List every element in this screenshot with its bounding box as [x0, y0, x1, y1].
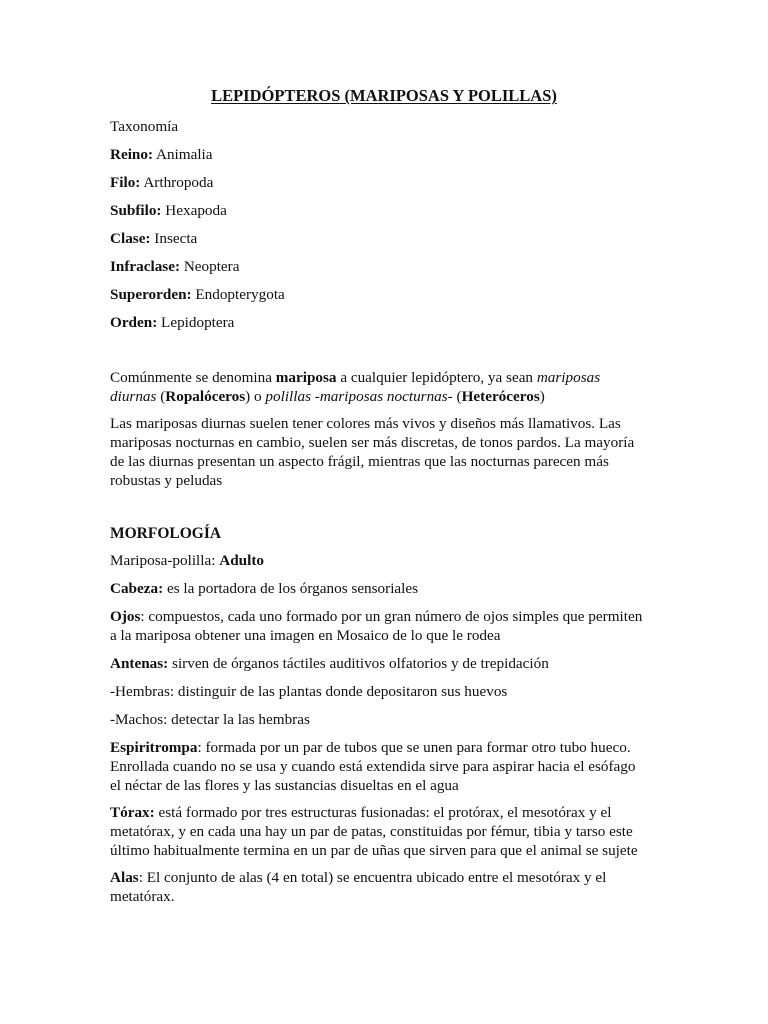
- taxonomy-rank: Orden:: [110, 314, 158, 331]
- torax-line-3: último habitualmente termina en un par de uñas que sirven para que el animal se sujete: [110, 842, 638, 859]
- paragraph-line: mariposas nocturnas en cambio, suelen ser más discretas, de tonos pardos. La mayoría: [110, 434, 635, 451]
- taxonomy-value: Animalia: [156, 146, 213, 163]
- machos-line: -Machos: detectar la las hembras: [110, 711, 310, 728]
- espiritrompa-line-3: el néctar de las flores y las sustancias disueltas en el agua: [110, 777, 459, 794]
- taxonomy-row-orden: [110, 313, 234, 332]
- paragraph-line: de las diurnas presentan un aspecto frágil, mientras que las nocturnas parecen más: [110, 453, 609, 470]
- term-cabeza: Cabeza:: [110, 580, 164, 597]
- taxonomy-rank: Infraclase:: [110, 258, 181, 275]
- paragraph-line: robustas y peludas: [110, 472, 223, 489]
- taxonomy-value: Hexapoda: [165, 202, 227, 219]
- espiritrompa-line-1: [110, 738, 631, 757]
- taxonomy-row-clase: [110, 229, 197, 248]
- taxonomy-row-reino: [110, 145, 213, 164]
- term-torax: Tórax:: [110, 804, 155, 821]
- intro-term-heteroceros: Heteróceros: [461, 388, 540, 405]
- torax-line-1: [110, 803, 611, 822]
- adult-term: Adulto: [219, 552, 264, 569]
- adult-prefix: Mariposa-polilla:: [110, 552, 220, 569]
- taxonomy-value: Arthropoda: [143, 174, 214, 191]
- intro-line-2: [110, 387, 545, 406]
- taxonomy-value: Insecta: [154, 230, 198, 247]
- intro-text: a cualquier lepidóptero, ya sean: [336, 369, 537, 386]
- ojos-text: : compuestos, cada uno formado por un gran número de ojos simples que permiten: [140, 608, 643, 625]
- taxonomy-value: Neoptera: [183, 258, 240, 275]
- espiritrompa-line-2: Enrollada cuando no se usa y cuando está extendida sirve para aspirar hacia el esófago: [110, 758, 636, 775]
- torax-line-2: metatórax, y en cada una hay un par de patas, constituidas por fémur, tibia y tarso este: [110, 823, 633, 840]
- term-antenas: Antenas:: [110, 655, 169, 672]
- taxonomy-row-filo: [110, 173, 213, 192]
- alas-text: : El conjunto de alas (4 en total) se encuentra ubicado entre el mesotórax y el: [138, 869, 607, 886]
- adult-line: [110, 551, 264, 570]
- taxonomy-rank: Clase:: [110, 230, 151, 247]
- taxonomy-rank: Subfilo:: [110, 202, 162, 219]
- intro-term-polillas: polillas -mariposas nocturnas-: [265, 388, 453, 405]
- cabeza-text: es la portadora de los órganos sensoriales: [163, 580, 419, 597]
- intro-text: (: [452, 388, 462, 405]
- taxonomy-rank: Superorden:: [110, 286, 192, 303]
- taxonomy-rank: Filo:: [110, 174, 141, 191]
- taxonomy-row-superorden: [110, 285, 285, 304]
- taxonomy-value: Lepidoptera: [161, 314, 235, 331]
- taxonomy-value: Endopterygota: [195, 286, 285, 303]
- taxonomy-row-subfilo: [110, 201, 227, 220]
- term-ojos: Ojos: [110, 608, 141, 625]
- ojos-line-2: a la mariposa obtener una imagen en Mosaico de lo que le rodea: [110, 627, 501, 644]
- intro-text: ): [539, 388, 545, 405]
- hembras-line: -Hembras: distinguir de las plantas donde depositaron sus huevos: [110, 683, 508, 700]
- intro-line-1: [110, 368, 600, 387]
- intro-term-mariposas: mariposas: [536, 369, 601, 386]
- torax-text: está formado por tres estructuras fusionadas: el protórax, el mesotórax y el: [154, 804, 612, 821]
- intro-text: Comúnmente se denomina: [110, 369, 276, 386]
- intro-text: (: [156, 388, 166, 405]
- espiritrompa-text: : formada por un par de tubos que se unen para formar otro tubo hueco.: [197, 739, 631, 756]
- intro-text: ) o: [245, 388, 266, 405]
- alas-line-2: metatórax.: [110, 888, 175, 905]
- antenas-text: sirven de órganos táctiles auditivos olfatorios y de trepidación: [168, 655, 549, 672]
- term-alas: Alas: [110, 869, 139, 886]
- paragraph-line: Las mariposas diurnas suelen tener colores más vivos y diseños más llamativos. Las: [110, 415, 621, 432]
- antenas-line: [110, 654, 549, 673]
- intro-term-diurnas: diurnas: [110, 388, 157, 405]
- cabeza-line: [110, 579, 418, 598]
- intro-term-ropaloceros: Ropalóceros: [165, 388, 246, 405]
- alas-line-1: [110, 868, 606, 887]
- taxonomy-label: Taxonomía: [110, 118, 179, 135]
- section-heading-morfologia: MORFOLOGÍA: [110, 525, 222, 542]
- taxonomy-rank: Reino:: [110, 146, 154, 163]
- taxonomy-row-infraclase: [110, 257, 239, 276]
- intro-term-mariposa: mariposa: [275, 369, 337, 386]
- term-espiritrompa: Espiritrompa: [110, 739, 198, 756]
- document-title: LEPIDÓPTEROS (MARIPOSAS Y POLILLAS): [211, 86, 557, 105]
- ojos-line-1: [110, 607, 642, 626]
